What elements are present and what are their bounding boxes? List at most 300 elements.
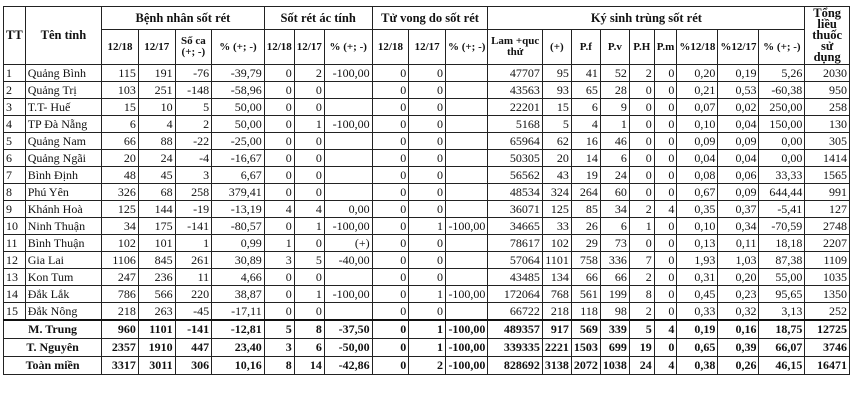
deaths-1218: 0	[372, 116, 409, 133]
severe-1217: 0	[294, 303, 324, 321]
patients-1217: 1910	[138, 339, 175, 357]
deaths-pct: -100,00	[446, 357, 488, 375]
patients-1218: 20	[102, 150, 139, 167]
drug-total: 1565	[805, 167, 850, 184]
pv-count: 28	[600, 82, 629, 99]
severe-1217: 0	[294, 150, 324, 167]
lam-count: 43485	[488, 269, 542, 286]
header-group-patients: Bệnh nhân sốt rét	[102, 7, 265, 30]
lam-count: 50305	[488, 150, 542, 167]
severe-1217: 0	[294, 82, 324, 99]
patients-1218: 34	[102, 218, 139, 235]
patients-pct: -17,11	[212, 303, 265, 321]
pf-count: 118	[571, 303, 600, 321]
patients-pct: -12,81	[212, 320, 265, 339]
pv-count: 699	[600, 339, 629, 357]
pct-1218: 0,35	[677, 201, 718, 218]
pf-count: 66	[571, 269, 600, 286]
pf-count: 758	[571, 252, 600, 269]
deaths-1218: 0	[372, 303, 409, 321]
deaths-1217: 0	[409, 201, 446, 218]
positive-count: 93	[542, 82, 571, 99]
pct-1217: 0,26	[718, 357, 759, 375]
case-change: -19	[175, 201, 212, 218]
province-name: Gia Lai	[25, 252, 101, 269]
severe-pct	[324, 167, 372, 184]
deaths-1217: 1	[409, 320, 446, 339]
pct-1218: 0,33	[677, 303, 718, 321]
patients-pct: -80,57	[212, 218, 265, 235]
positive-count: 324	[542, 184, 571, 201]
deaths-1218: 0	[372, 184, 409, 201]
pm-count: 4	[654, 320, 677, 339]
province-name: Bình Định	[25, 167, 101, 184]
pf-count: 561	[571, 286, 600, 303]
deaths-1217: 1	[409, 218, 446, 235]
summary-label: T. Nguyên	[4, 339, 102, 357]
severe-1217: 0	[294, 184, 324, 201]
header-patients-1218: 12/18	[102, 30, 139, 65]
parasites-pct: 5,26	[759, 65, 805, 82]
drug-total: 1109	[805, 252, 850, 269]
province-name: Phú Yên	[25, 184, 101, 201]
deaths-pct	[446, 269, 488, 286]
header-group-severe: Sốt rét ác tính	[264, 7, 372, 30]
patients-pct: 30,89	[212, 252, 265, 269]
case-change: 11	[175, 269, 212, 286]
pm-count: 0	[654, 235, 677, 252]
pm-count: 0	[654, 82, 677, 99]
severe-1218: 0	[264, 218, 294, 235]
deaths-pct: -100,00	[446, 339, 488, 357]
case-change: -45	[175, 303, 212, 321]
severe-1217: 0	[294, 269, 324, 286]
pv-count: 24	[600, 167, 629, 184]
deaths-1217: 0	[409, 150, 446, 167]
province-name: Kon Tum	[25, 269, 101, 286]
lam-count: 57064	[488, 252, 542, 269]
patients-pct: 50,00	[212, 99, 265, 116]
table-row	[4, 218, 850, 235]
pv-count: 339	[600, 320, 629, 339]
severe-pct	[324, 303, 372, 321]
severe-pct	[324, 184, 372, 201]
pm-count: 0	[654, 269, 677, 286]
severe-1217: 1	[294, 286, 324, 303]
pv-count: 60	[600, 184, 629, 201]
ph-count: 2	[629, 201, 654, 218]
positive-count: 3138	[542, 357, 571, 375]
parasites-pct: 3,13	[759, 303, 805, 321]
deaths-1217: 0	[409, 99, 446, 116]
table-row	[4, 133, 850, 150]
patients-1217: 566	[138, 286, 175, 303]
province-name: Quảng Bình	[25, 65, 101, 82]
pct-1218: 0,31	[677, 269, 718, 286]
drug-total: 258	[805, 99, 850, 116]
ph-count: 2	[629, 303, 654, 321]
case-change: 447	[175, 339, 212, 357]
table-row	[4, 65, 850, 82]
positive-count: 5	[542, 116, 571, 133]
ph-count: 24	[629, 357, 654, 375]
header-pf: P.f	[571, 30, 600, 65]
deaths-pct	[446, 303, 488, 321]
pf-count: 65	[571, 82, 600, 99]
pf-count: 26	[571, 218, 600, 235]
header-patients-pct: % (+; -)	[212, 30, 265, 65]
lam-count: 43563	[488, 82, 542, 99]
patients-1217: 88	[138, 133, 175, 150]
severe-1217: 0	[294, 167, 324, 184]
table-row	[4, 235, 850, 252]
patients-1218: 3317	[102, 357, 139, 375]
pv-count: 1038	[600, 357, 629, 375]
pct-1218: 0,04	[677, 150, 718, 167]
parasites-pct: 250,00	[759, 99, 805, 116]
pct-1218: 0,20	[677, 65, 718, 82]
ph-count: 1	[629, 218, 654, 235]
positive-count: 134	[542, 269, 571, 286]
deaths-1218: 0	[372, 320, 409, 339]
severe-1218: 0	[264, 286, 294, 303]
province-name: Quảng Nam	[25, 133, 101, 150]
parasites-pct: 0,00	[759, 133, 805, 150]
table-row	[4, 167, 850, 184]
ph-count: 5	[629, 320, 654, 339]
patients-1217: 45	[138, 167, 175, 184]
pm-count: 0	[654, 150, 677, 167]
deaths-1218: 0	[372, 218, 409, 235]
severe-1218: 3	[264, 339, 294, 357]
severe-pct: -37,50	[324, 320, 372, 339]
severe-1218: 0	[264, 116, 294, 133]
patients-1218: 102	[102, 235, 139, 252]
severe-1218: 0	[264, 269, 294, 286]
header-pv: P.v	[600, 30, 629, 65]
table-row	[4, 201, 850, 218]
deaths-pct	[446, 82, 488, 99]
patients-pct: -39,79	[212, 65, 265, 82]
pct-1217: 0,37	[718, 201, 759, 218]
table-row	[4, 99, 850, 116]
case-change: 306	[175, 357, 212, 375]
province-name: Đắk Lắk	[25, 286, 101, 303]
table-row	[4, 116, 850, 133]
pct-1218: 0,08	[677, 167, 718, 184]
deaths-1217: 0	[409, 82, 446, 99]
deaths-pct	[446, 150, 488, 167]
pm-count: 0	[654, 99, 677, 116]
positive-count: 125	[542, 201, 571, 218]
table-row	[4, 252, 850, 269]
table-row	[4, 184, 850, 201]
severe-1217: 0	[294, 99, 324, 116]
drug-total: 130	[805, 116, 850, 133]
pf-count: 6	[571, 99, 600, 116]
case-change: 220	[175, 286, 212, 303]
deaths-1218: 0	[372, 65, 409, 82]
pct-1217: 0,09	[718, 184, 759, 201]
patients-1218: 15	[102, 99, 139, 116]
severe-1218: 0	[264, 150, 294, 167]
ph-count: 0	[629, 167, 654, 184]
header-deaths-1217: 12/17	[409, 30, 446, 65]
pct-1217: 0,04	[718, 150, 759, 167]
header-lam: Lam +quc thử	[488, 30, 542, 65]
pct-1217: 0,23	[718, 286, 759, 303]
pm-count: 0	[654, 339, 677, 357]
pv-count: 52	[600, 65, 629, 82]
deaths-1217: 0	[409, 116, 446, 133]
deaths-1218: 0	[372, 133, 409, 150]
pv-count: 1	[600, 116, 629, 133]
header-deaths-pct: % (+; -)	[446, 30, 488, 65]
row-number: 14	[4, 286, 26, 303]
parasites-pct: 66,07	[759, 339, 805, 357]
severe-pct: -100,00	[324, 65, 372, 82]
pv-count: 46	[600, 133, 629, 150]
header-positive: (+)	[542, 30, 571, 65]
deaths-pct	[446, 99, 488, 116]
pct-1217: 0,02	[718, 99, 759, 116]
drug-total: 950	[805, 82, 850, 99]
deaths-1218: 0	[372, 167, 409, 184]
patients-1217: 3011	[138, 357, 175, 375]
pv-count: 9	[600, 99, 629, 116]
patients-1218: 786	[102, 286, 139, 303]
pv-count: 6	[600, 218, 629, 235]
deaths-1217: 0	[409, 303, 446, 321]
deaths-1218: 0	[372, 235, 409, 252]
severe-1218: 0	[264, 167, 294, 184]
patients-1218: 125	[102, 201, 139, 218]
lam-count: 339335	[488, 339, 542, 357]
lam-count: 489357	[488, 320, 542, 339]
case-change: -22	[175, 133, 212, 150]
deaths-1218: 0	[372, 269, 409, 286]
pct-1218: 0,67	[677, 184, 718, 201]
deaths-1217: 0	[409, 269, 446, 286]
lam-count: 5168	[488, 116, 542, 133]
ph-count: 0	[629, 184, 654, 201]
drug-total: 127	[805, 201, 850, 218]
patients-1218: 115	[102, 65, 139, 82]
summary-row	[4, 320, 850, 339]
deaths-1217: 0	[409, 252, 446, 269]
ph-count: 2	[629, 269, 654, 286]
lam-count: 34665	[488, 218, 542, 235]
patients-pct: -13,19	[212, 201, 265, 218]
pm-count: 0	[654, 303, 677, 321]
lam-count: 48534	[488, 184, 542, 201]
positive-count: 15	[542, 99, 571, 116]
pv-count: 199	[600, 286, 629, 303]
severe-1218: 1	[264, 235, 294, 252]
severe-1217: 1	[294, 218, 324, 235]
severe-1217: 4	[294, 201, 324, 218]
case-change: -141	[175, 218, 212, 235]
parasites-pct: 55,00	[759, 269, 805, 286]
pct-1218: 0,21	[677, 82, 718, 99]
case-change: 2	[175, 116, 212, 133]
lam-count: 65964	[488, 133, 542, 150]
pm-count: 0	[654, 252, 677, 269]
pct-1217: 0,20	[718, 269, 759, 286]
ph-count: 0	[629, 99, 654, 116]
ph-count: 7	[629, 252, 654, 269]
pm-count: 4	[654, 201, 677, 218]
pct-1218: 0,07	[677, 99, 718, 116]
deaths-1217: 0	[409, 65, 446, 82]
severe-1217: 1	[294, 116, 324, 133]
deaths-1218: 0	[372, 150, 409, 167]
patients-1217: 175	[138, 218, 175, 235]
pf-count: 16	[571, 133, 600, 150]
header-tt: TT	[4, 7, 26, 65]
pct-1218: 0,45	[677, 286, 718, 303]
deaths-1217: 0	[409, 133, 446, 150]
patients-pct: 379,41	[212, 184, 265, 201]
deaths-1217: 1	[409, 286, 446, 303]
ph-count: 19	[629, 339, 654, 357]
pv-count: 6	[600, 150, 629, 167]
case-change: -141	[175, 320, 212, 339]
pct-1217: 0,19	[718, 65, 759, 82]
case-change: 258	[175, 184, 212, 201]
parasites-pct: 46,15	[759, 357, 805, 375]
severe-pct: -42,86	[324, 357, 372, 375]
province-name: Khánh Hoà	[25, 201, 101, 218]
pf-count: 1503	[571, 339, 600, 357]
pf-count: 569	[571, 320, 600, 339]
row-number: 9	[4, 201, 26, 218]
drug-total: 1350	[805, 286, 850, 303]
parasites-pct: -5,41	[759, 201, 805, 218]
positive-count: 768	[542, 286, 571, 303]
severe-1218: 0	[264, 184, 294, 201]
row-number: 2	[4, 82, 26, 99]
parasites-pct: 150,00	[759, 116, 805, 133]
pct-1217: 0,34	[718, 218, 759, 235]
deaths-1218: 0	[372, 201, 409, 218]
table-row	[4, 269, 850, 286]
patients-1217: 236	[138, 269, 175, 286]
pct-1217: 0,04	[718, 116, 759, 133]
deaths-1217: 2	[409, 357, 446, 375]
patients-1217: 4	[138, 116, 175, 133]
patients-pct: 50,00	[212, 116, 265, 133]
severe-pct	[324, 82, 372, 99]
severe-pct: -40,00	[324, 252, 372, 269]
severe-pct: -50,00	[324, 339, 372, 357]
pct-1217: 1,03	[718, 252, 759, 269]
patients-1218: 48	[102, 167, 139, 184]
parasites-pct: 95,65	[759, 286, 805, 303]
deaths-1217: 0	[409, 167, 446, 184]
header-pm: P.m	[654, 30, 677, 65]
row-number: 4	[4, 116, 26, 133]
case-change: 1	[175, 235, 212, 252]
row-number: 15	[4, 303, 26, 321]
pf-count: 85	[571, 201, 600, 218]
patients-1218: 960	[102, 320, 139, 339]
severe-pct	[324, 269, 372, 286]
ph-count: 8	[629, 286, 654, 303]
severe-1218: 5	[264, 320, 294, 339]
pct-1218: 0,19	[677, 320, 718, 339]
deaths-pct	[446, 133, 488, 150]
severe-1217: 2	[294, 65, 324, 82]
pct-1217: 0,39	[718, 339, 759, 357]
patients-pct: 10,16	[212, 357, 265, 375]
patients-1217: 1101	[138, 320, 175, 339]
severe-1217: 0	[294, 235, 324, 252]
severe-pct	[324, 150, 372, 167]
parasites-pct: 644,44	[759, 184, 805, 201]
patients-1217: 10	[138, 99, 175, 116]
severe-1217: 0	[294, 133, 324, 150]
lam-count: 56562	[488, 167, 542, 184]
pct-1218: 0,10	[677, 116, 718, 133]
severe-1218: 0	[264, 99, 294, 116]
case-change: -76	[175, 65, 212, 82]
header-parasites-pct: % (+; -)	[759, 30, 805, 65]
lam-count: 78617	[488, 235, 542, 252]
ph-count: 0	[629, 150, 654, 167]
drug-total: 2030	[805, 65, 850, 82]
row-number: 12	[4, 252, 26, 269]
pct-1218: 0,13	[677, 235, 718, 252]
severe-1217: 14	[294, 357, 324, 375]
parasites-pct: 87,38	[759, 252, 805, 269]
summary-label: Toàn miền	[4, 357, 102, 375]
header-group-parasites: Ký sinh trùng sốt rét	[488, 7, 805, 30]
deaths-pct	[446, 252, 488, 269]
province-name: TP Đà Nẵng	[25, 116, 101, 133]
severe-1218: 0	[264, 82, 294, 99]
patients-1217: 191	[138, 65, 175, 82]
pf-count: 4	[571, 116, 600, 133]
header-severe-pct: % (+; -)	[324, 30, 372, 65]
deaths-1217: 1	[409, 339, 446, 357]
header-pct-1217: %12/17	[718, 30, 759, 65]
pf-count: 19	[571, 167, 600, 184]
lam-count: 36071	[488, 201, 542, 218]
patients-1218: 2357	[102, 339, 139, 357]
header-deaths-1218: 12/18	[372, 30, 409, 65]
province-name: Quảng Ngãi	[25, 150, 101, 167]
parasites-pct: 18,18	[759, 235, 805, 252]
pct-1217: 0,53	[718, 82, 759, 99]
deaths-pct	[446, 116, 488, 133]
drug-total: 2207	[805, 235, 850, 252]
patients-1218: 1106	[102, 252, 139, 269]
pv-count: 34	[600, 201, 629, 218]
deaths-1217: 0	[409, 235, 446, 252]
lam-count: 828692	[488, 357, 542, 375]
severe-1218: 0	[264, 65, 294, 82]
pv-count: 66	[600, 269, 629, 286]
pf-count: 2072	[571, 357, 600, 375]
pm-count: 0	[654, 116, 677, 133]
patients-1218: 326	[102, 184, 139, 201]
patients-1218: 103	[102, 82, 139, 99]
deaths-1218: 0	[372, 99, 409, 116]
province-name: Bình Thuận	[25, 235, 101, 252]
positive-count: 1101	[542, 252, 571, 269]
province-name: Đắk Nông	[25, 303, 101, 321]
